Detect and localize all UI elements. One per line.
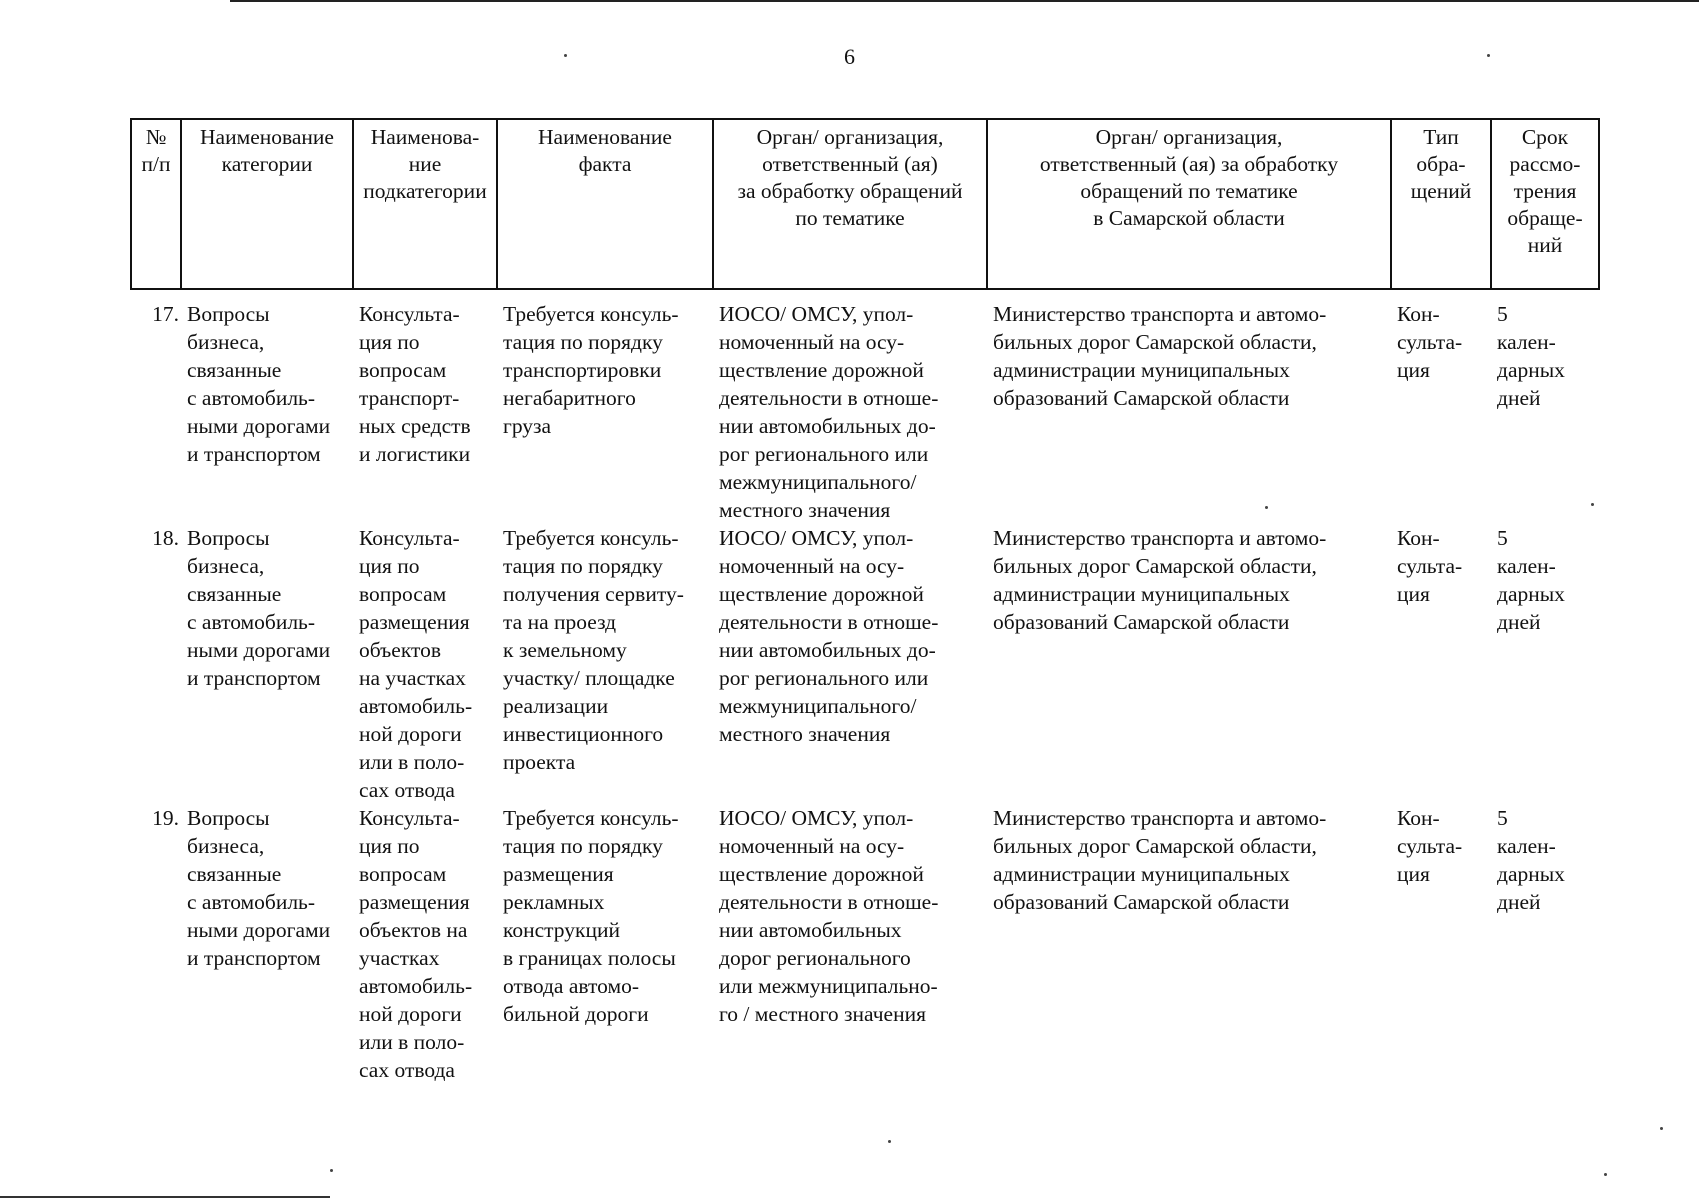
scan-speck: [1265, 506, 1268, 509]
scan-speck: [888, 1140, 891, 1143]
row-category: Вопросы бизнеса, связанные с автомобиль- ными дорогами и транспортом: [187, 806, 331, 970]
scan-edge-bottom: [0, 1196, 330, 1198]
header-appeal-type: Тип обра- щений: [1391, 119, 1491, 289]
row-number: 17.: [152, 302, 179, 326]
appeals-table: [130, 118, 1600, 1084]
row-number: 18.: [152, 526, 179, 550]
header-number: № п/п: [131, 119, 181, 289]
header-subcategory: Наименова- ние подкатегории: [353, 119, 497, 289]
header-responsible-body-samara: Орган/ организация, ответственный (ая) за обработку обращений по тематике в Самарской области: [987, 119, 1391, 289]
row-review-period: 5 кален- дарных дней: [1497, 526, 1565, 634]
row-fact: Требуется консуль- тация по порядку получения сервиту- та на проезд к земельному участку/ площадке реализации инвестиционного проекта: [503, 526, 684, 774]
row-responsible-body-samara: Министерство транспорта и автомо- бильных дорог Самарской области, администрации муниципальных образований Самарской области: [993, 302, 1327, 410]
row-number: 19.: [152, 806, 179, 830]
row-responsible-body: ИОСО/ ОМСУ, упол- номоченный на осу- ществление дорожной деятельности в отноше- нии автомобильных дорог регионального или межмуниципально- го / местного значения: [719, 806, 939, 1026]
row-appeal-type: Кон- сульта- ция: [1397, 302, 1463, 382]
table-row: [131, 804, 1599, 1084]
row-responsible-body: ИОСО/ ОМСУ, упол- номоченный на осу- ществление дорожной деятельности в отноше- нии автомобильных до- рог регионального или межмуниципального/ местного значения: [719, 526, 939, 746]
row-appeal-type: Кон- сульта- ция: [1397, 526, 1463, 606]
row-subcategory: Консульта- ция по вопросам размещения объектов на участках автомобиль- ной дороги или в поло- сах отвода: [359, 806, 473, 1082]
header-row: [131, 119, 1599, 289]
scan-speck: [1660, 1127, 1663, 1130]
row-fact: Требуется консуль- тация по порядку транспортировки негабаритного груза: [503, 302, 679, 438]
row-subcategory: Консульта- ция по вопросам размещения объектов на участках автомобиль- ной дороги или в поло- сах отвода: [359, 526, 473, 802]
scan-edge-top: [230, 0, 1699, 2]
row-review-period: 5 кален- дарных дней: [1497, 806, 1565, 914]
scan-speck: [1604, 1173, 1607, 1176]
row-subcategory: Консульта- ция по вопросам транспорт- ных средств и логистики: [359, 302, 471, 466]
row-category: Вопросы бизнеса, связанные с автомобиль- ными дорогами и транспортом: [187, 302, 331, 466]
scan-speck: [1591, 503, 1594, 506]
scan-speck: [330, 1169, 333, 1172]
row-appeal-type: Кон- сульта- ция: [1397, 806, 1463, 886]
table-row: [131, 289, 1599, 524]
scan-speck: [1487, 54, 1490, 57]
row-fact: Требуется консуль- тация по порядку размещения рекламных конструкций в границах полосы отвода автомо- бильной дороги: [503, 806, 679, 1026]
header-responsible-body: Орган/ организация, ответственный (ая) за обработку обращений по тематике: [713, 119, 987, 289]
header-fact: Наименование факта: [497, 119, 713, 289]
table-header: [131, 119, 1599, 289]
table-body: [131, 289, 1599, 1084]
row-responsible-body-samara: Министерство транспорта и автомо- бильных дорог Самарской области, администрации муниципальных образований Самарской области: [993, 526, 1327, 634]
scan-speck: [564, 54, 567, 57]
row-responsible-body: ИОСО/ ОМСУ, упол- номоченный на осу- ществление дорожной деятельности в отноше- нии автомобильных до- рог регионального или межмуниципального/ местного значения: [719, 302, 939, 522]
row-review-period: 5 кален- дарных дней: [1497, 302, 1565, 410]
header-review-period: Срок рассмо- трения обраще- ний: [1491, 119, 1599, 289]
row-category: Вопросы бизнеса, связанные с автомобиль- ными дорогами и транспортом: [187, 526, 331, 690]
table-row: [131, 524, 1599, 804]
header-category: Наименование категории: [181, 119, 353, 289]
page-number: 6: [844, 44, 855, 69]
row-responsible-body-samara: Министерство транспорта и автомо- бильных дорог Самарской области, администрации муниципальных образований Самарской области: [993, 806, 1327, 914]
